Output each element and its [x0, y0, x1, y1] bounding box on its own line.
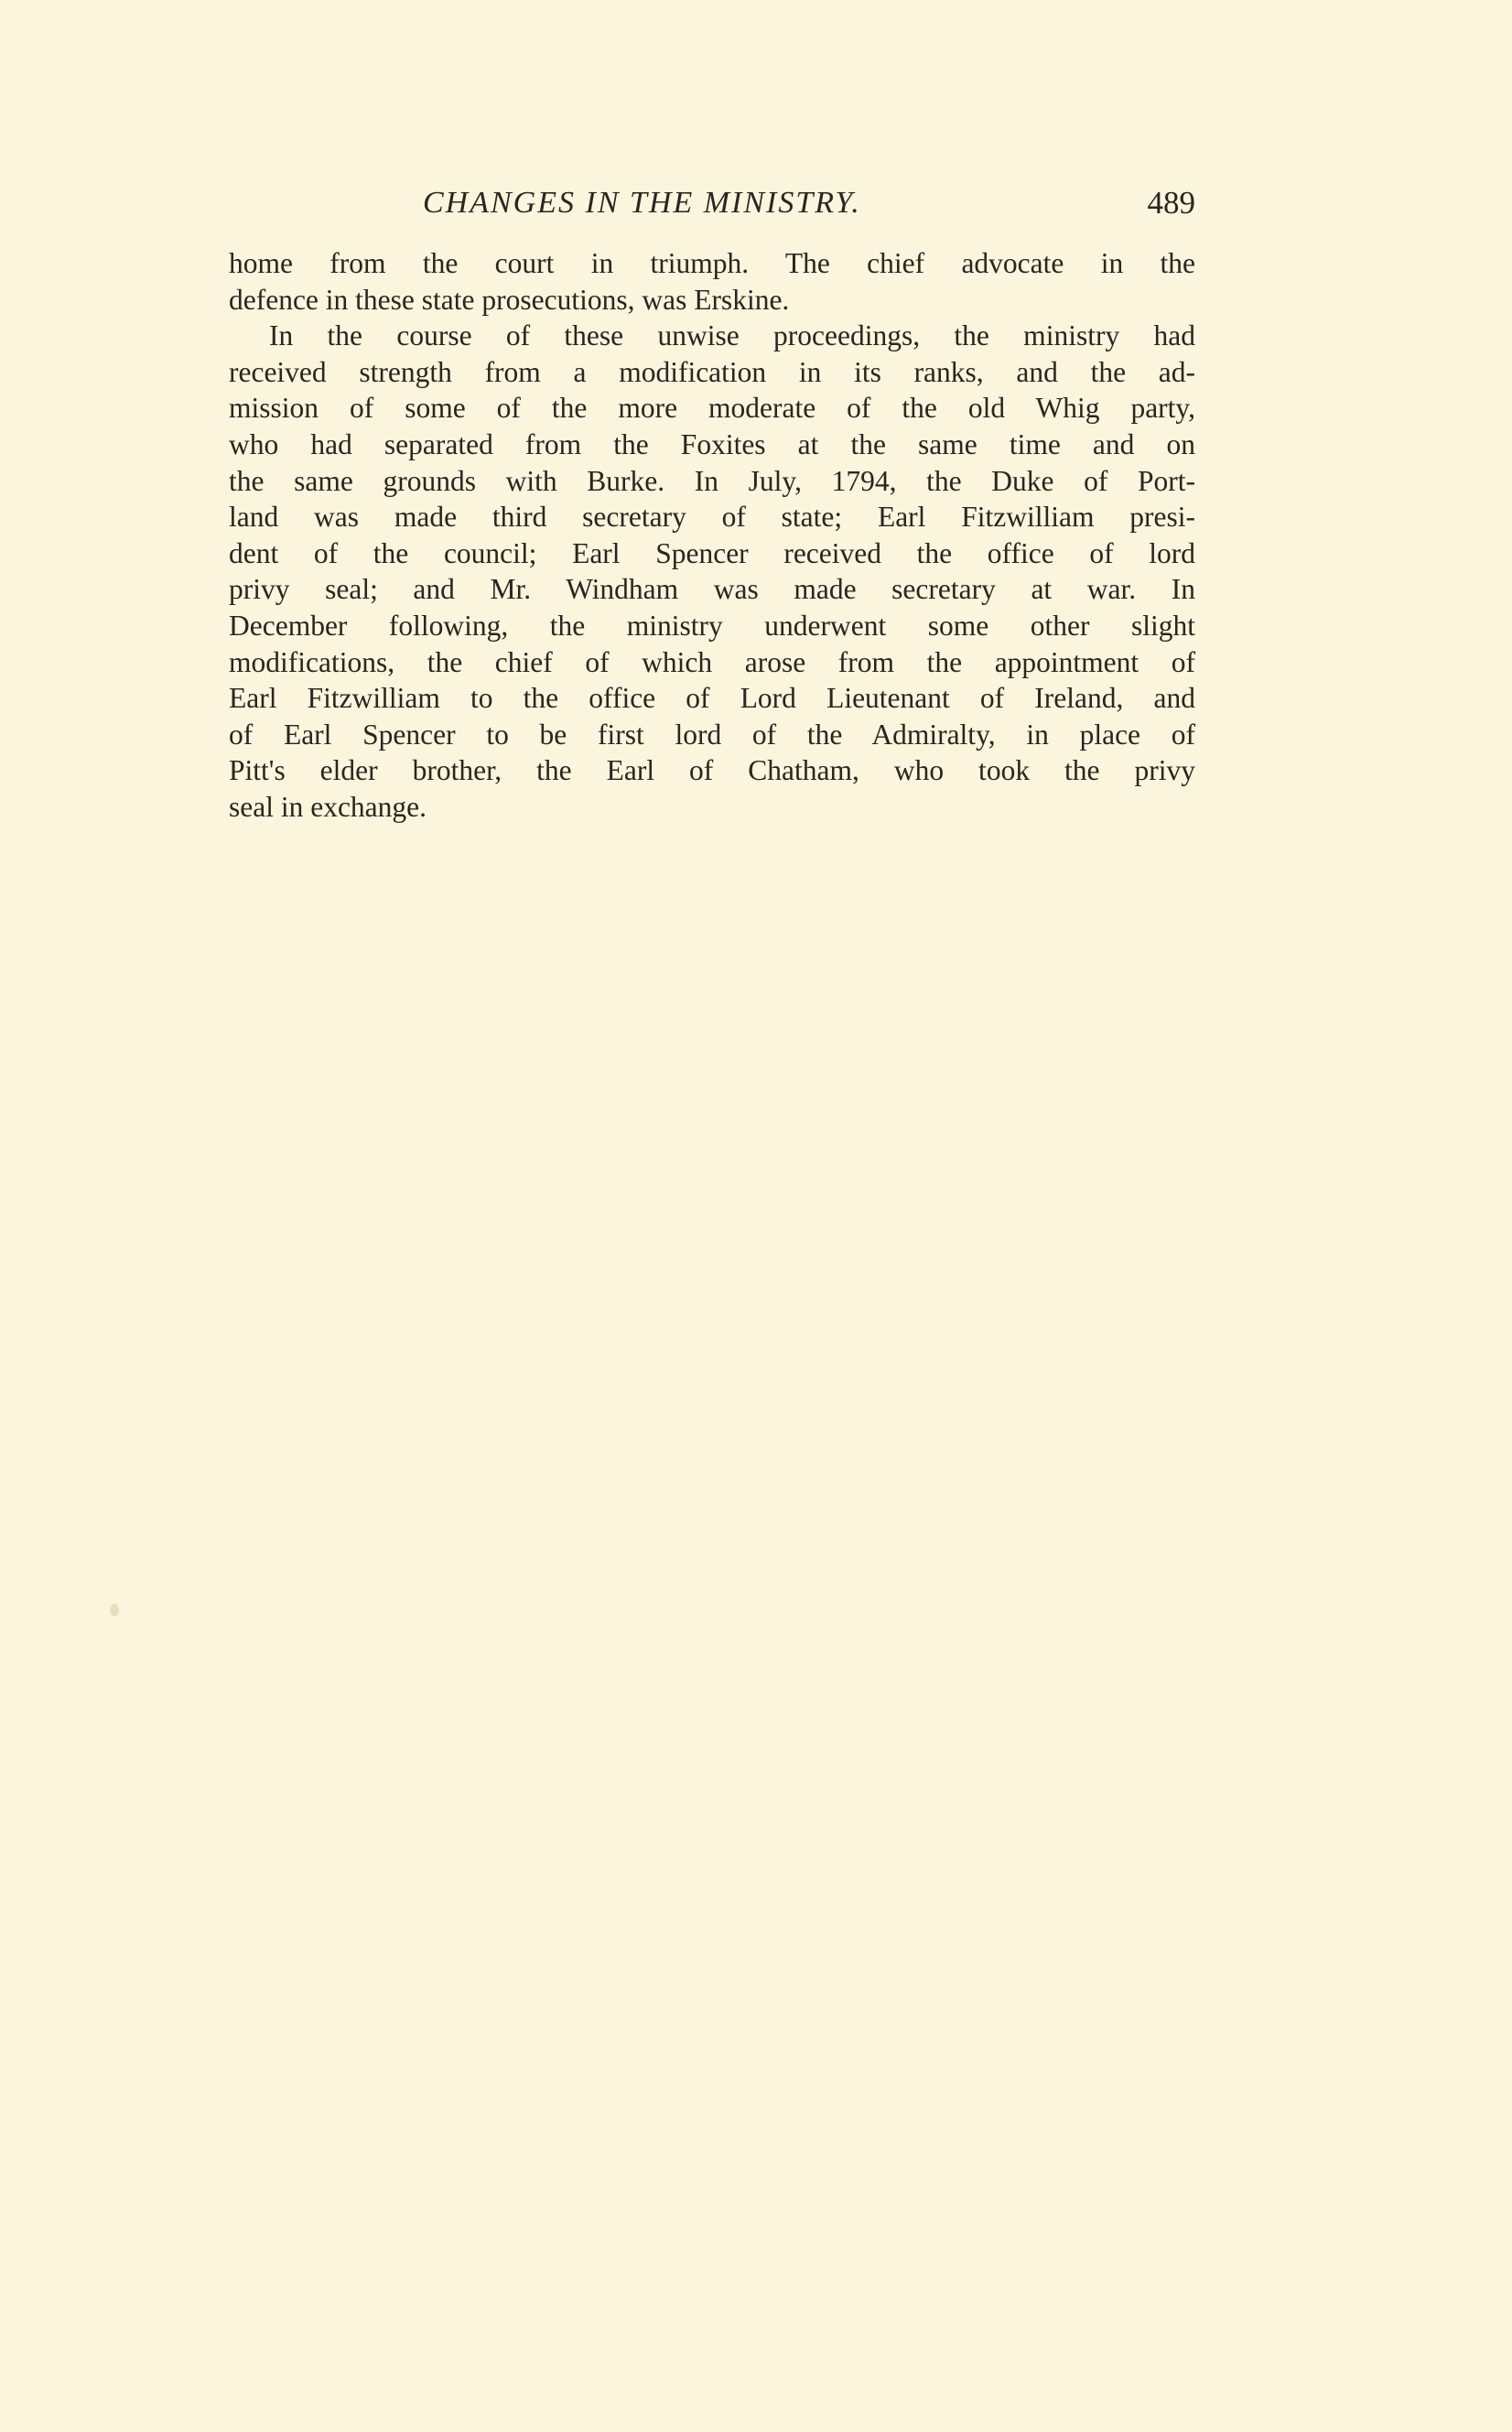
body-text	[229, 245, 1195, 826]
text-line: of Earl Spencer to be first lord of the Admiralty, in place of	[229, 718, 1195, 751]
text-line: modifications, the chief of which arose from the appointment of	[229, 645, 1195, 678]
text-line: the same grounds with Burke. In July, 1794, the Duke of Port-	[229, 464, 1195, 497]
text-line: privy seal; and Mr. Windham was made secretary at war. In	[229, 573, 1195, 606]
paper-speck	[110, 1604, 119, 1616]
paragraph-2	[229, 318, 1195, 825]
text-line: who had separated from the Foxites at the same time and on	[229, 427, 1195, 460]
text-line: defence in these state prosecutions, was Erskine.	[229, 283, 790, 316]
text-line: Pitt's elder brother, the Earl of Chatham, who took the privy	[229, 754, 1195, 787]
text-line: received strength from a modification in its ranks, and the ad-	[229, 355, 1195, 388]
text-line: mission of some of the more moderate of the old Whig party,	[229, 392, 1195, 425]
running-title: CHANGES IN THE MINISTRY.	[423, 186, 861, 220]
text-line: Earl Fitzwilliam to the office of Lord Lieutenant of Ireland, and	[229, 682, 1195, 715]
paragraph-1	[229, 245, 1195, 318]
text-line: home from the court in triumph. The chief advocate in the	[229, 247, 1195, 279]
text-line: seal in exchange.	[229, 790, 427, 823]
text-line: December following, the ministry underwent some other slight	[229, 609, 1195, 642]
text-line: land was made third secretary of state; Earl Fitzwilliam presi-	[229, 501, 1195, 534]
page-number: 489	[1147, 185, 1195, 221]
page-header	[229, 180, 1195, 226]
text-line: In the course of these unwise proceedings, the ministry had	[269, 319, 1195, 352]
text-line: dent of the council; Earl Spencer received the office of lord	[229, 536, 1195, 569]
